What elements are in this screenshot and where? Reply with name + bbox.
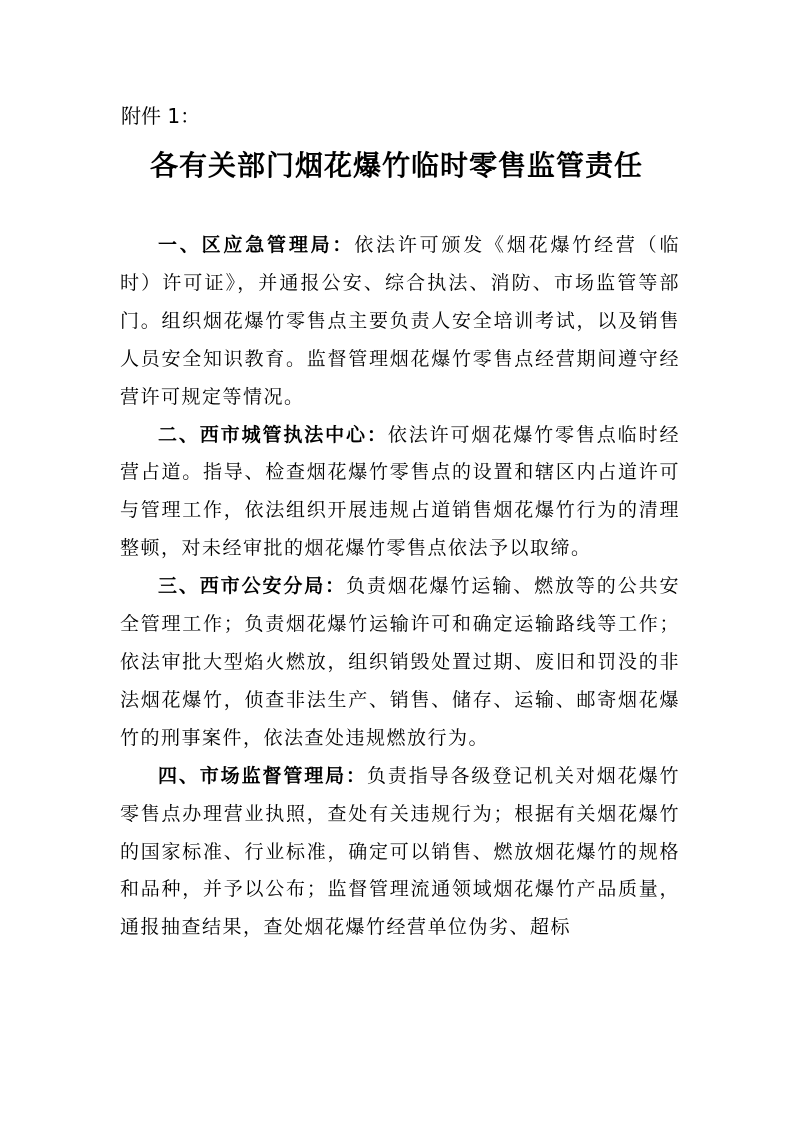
section-text: 负责指导各级登记机关对烟花爆竹零售点办理营业执照，查处有关违规行为；根据有关烟花爆竹的国家标准、行业标准，确定可以销售、燃放烟花爆竹的规格和品种，并予以公布；监督管理流通领域烟花爆竹产品质量，通报抽查结果，查处烟花爆竹经营单位伪劣、超标 — [120, 764, 680, 939]
section-market-supervision — [120, 758, 680, 948]
section-text: 依法许可颁发《烟花爆竹经营（临时）许可证》，并通报公安、综合执法、消防、市场监管等部门。组织烟花爆竹零售点主要负责人安全培训考试，以及销售人员安全知识教育。监督管理烟花爆竹零售点经营期间遵守经营许可规定等情况。 — [120, 234, 680, 408]
section-text: 依法许可烟花爆竹零售点临时经营占道。指导、检查烟花爆竹零售点的设置和辖区内占道许可与管理工作，依法组织开展违规占道销售烟花爆竹行为的清理整顿，对未经审批的烟花爆竹零售点依法予以取缔。 — [120, 423, 680, 560]
attachment-label: 附件 1： — [121, 104, 201, 128]
section-public-security — [120, 568, 680, 758]
section-heading: 三、西市公安分局： — [158, 575, 347, 598]
section-text: 负责烟花爆竹运输、燃放等的公共安全管理工作；负责烟花爆竹运输许可和确定运输路线等工作；依法审批大型焰火燃放，组织销毁处置过期、废旧和罚没的非法烟花爆竹，侦查非法生产、销售、储存、运输、邮寄烟花爆竹的刑事案件，依法查处违规燃放行为。 — [120, 575, 680, 749]
document-title: 各有关部门烟花爆竹临时零售监管责任 — [149, 149, 643, 182]
section-heading: 四、市场监督管理局： — [158, 764, 367, 787]
section-urban-management — [120, 417, 680, 569]
document-body — [120, 227, 680, 947]
section-emergency-management — [120, 227, 680, 417]
section-heading: 一、区应急管理局： — [158, 234, 355, 256]
section-heading: 二、西市城管执法中心： — [158, 423, 388, 446]
